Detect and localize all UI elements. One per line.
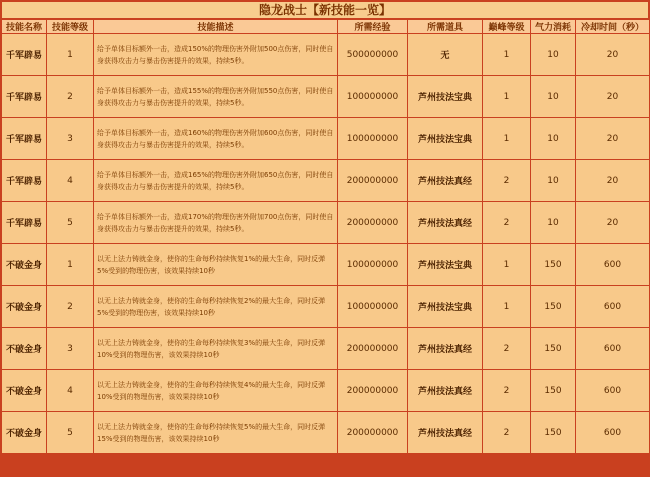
cd-cell: 600 <box>576 412 650 454</box>
skill-desc-cell: 给予单体目标额外一击，造成165%的物理伤害外附加650点伤害，同时使自身获得攻击力与暴击伤害提升的效果，持续5秒。 <box>94 160 338 202</box>
skill-name-cell: 不破金身 <box>2 286 47 328</box>
skill-level-cell: 5 <box>47 202 94 244</box>
item-cell: 芦州技法真经 <box>408 370 483 412</box>
cd-cell: 600 <box>576 286 650 328</box>
cd-cell: 20 <box>576 34 650 76</box>
energy-cell: 10 <box>531 160 576 202</box>
skill-level-cell: 3 <box>47 328 94 370</box>
skill-name-cell: 不破金身 <box>2 244 47 286</box>
table-header-row <box>2 20 650 34</box>
table-row <box>2 370 650 412</box>
header-exp: 所需经验 <box>338 20 408 34</box>
skill-desc-cell: 给予单体目标额外一击，造成150%的物理伤害外附加500点伤害，同时使自身获得攻击力与暴击伤害提升的效果，持续5秒。 <box>94 34 338 76</box>
skill-name-cell: 千军辟易 <box>2 34 47 76</box>
page-title: 隐龙战士【新技能一览】 <box>2 2 648 19</box>
skill-name-cell: 不破金身 <box>2 328 47 370</box>
table-row <box>2 202 650 244</box>
table-row <box>2 328 650 370</box>
skill-desc-cell: 给予单体目标额外一击，造成155%的物理伤害外附加550点伤害，同时使自身获得攻击力与暴击伤害提升的效果，持续5秒。 <box>94 76 338 118</box>
peak-cell: 1 <box>483 76 531 118</box>
skill-name-cell: 千军辟易 <box>2 202 47 244</box>
cd-cell: 20 <box>576 76 650 118</box>
peak-cell: 1 <box>483 244 531 286</box>
table-body <box>2 34 650 454</box>
skill-name-cell: 千军辟易 <box>2 160 47 202</box>
energy-cell: 10 <box>531 202 576 244</box>
peak-cell: 1 <box>483 118 531 160</box>
cd-cell: 600 <box>576 370 650 412</box>
item-cell: 芦州技法真经 <box>408 202 483 244</box>
energy-cell: 150 <box>531 286 576 328</box>
table-row <box>2 286 650 328</box>
skill-desc-cell: 以无上法力铸就金身，使你的生命每秒持续恢复4%的最大生命，同时反弹10%受到的物理伤害，该效果持续10秒 <box>94 370 338 412</box>
energy-cell: 150 <box>531 412 576 454</box>
header-skill-level: 技能等级 <box>47 20 94 34</box>
skill-name-cell: 千军辟易 <box>2 118 47 160</box>
skill-level-cell: 2 <box>47 76 94 118</box>
skill-desc-cell: 给予单体目标额外一击，造成160%的物理伤害外附加600点伤害，同时使自身获得攻击力与暴击伤害提升的效果，持续5秒。 <box>94 118 338 160</box>
cd-cell: 20 <box>576 160 650 202</box>
energy-cell: 10 <box>531 118 576 160</box>
skill-level-cell: 4 <box>47 160 94 202</box>
skill-name-cell: 不破金身 <box>2 370 47 412</box>
skill-desc-cell: 以无上法力铸就金身，使你的生命每秒持续恢复2%的最大生命，同时反弹5%受到的物理伤害，该效果持续10秒 <box>94 286 338 328</box>
table-row <box>2 76 650 118</box>
peak-cell: 1 <box>483 34 531 76</box>
exp-cell: 200000000 <box>338 412 408 454</box>
item-cell: 芦州技法真经 <box>408 412 483 454</box>
table-row <box>2 34 650 76</box>
exp-cell: 500000000 <box>338 34 408 76</box>
skill-level-cell: 4 <box>47 370 94 412</box>
peak-cell: 2 <box>483 370 531 412</box>
item-cell: 芦州技法宝典 <box>408 76 483 118</box>
item-cell: 无 <box>408 34 483 76</box>
skill-name-cell: 千军辟易 <box>2 76 47 118</box>
item-cell: 芦州技法宝典 <box>408 118 483 160</box>
energy-cell: 150 <box>531 370 576 412</box>
cd-cell: 20 <box>576 202 650 244</box>
peak-cell: 2 <box>483 160 531 202</box>
peak-cell: 1 <box>483 286 531 328</box>
header-energy: 气力消耗 <box>531 20 576 34</box>
table-row <box>2 160 650 202</box>
cd-cell: 600 <box>576 244 650 286</box>
peak-cell: 2 <box>483 412 531 454</box>
header-skill-name: 技能名称 <box>2 20 47 34</box>
exp-cell: 100000000 <box>338 244 408 286</box>
peak-cell: 2 <box>483 202 531 244</box>
cd-cell: 20 <box>576 118 650 160</box>
skill-name-cell: 不破金身 <box>2 412 47 454</box>
item-cell: 芦州技法真经 <box>408 160 483 202</box>
exp-cell: 200000000 <box>338 202 408 244</box>
item-cell: 芦州技法宝典 <box>408 286 483 328</box>
exp-cell: 200000000 <box>338 328 408 370</box>
cd-cell: 600 <box>576 328 650 370</box>
skill-level-cell: 3 <box>47 118 94 160</box>
skill-desc-cell: 以无上法力铸就金身，使你的生命每秒持续恢复3%的最大生命，同时反弹10%受到的物理伤害，该效果持续10秒 <box>94 328 338 370</box>
exp-cell: 200000000 <box>338 370 408 412</box>
header-item: 所需道具 <box>408 20 483 34</box>
exp-cell: 200000000 <box>338 160 408 202</box>
skill-table <box>1 19 650 454</box>
exp-cell: 100000000 <box>338 76 408 118</box>
skill-level-cell: 1 <box>47 244 94 286</box>
table-row <box>2 244 650 286</box>
energy-cell: 150 <box>531 244 576 286</box>
skill-level-cell: 5 <box>47 412 94 454</box>
energy-cell: 10 <box>531 76 576 118</box>
header-peak: 巅峰等级 <box>483 20 531 34</box>
energy-cell: 150 <box>531 328 576 370</box>
skill-level-cell: 1 <box>47 34 94 76</box>
header-cd: 冷却时间（秒） <box>576 20 650 34</box>
skill-desc-cell: 给予单体目标额外一击，造成170%的物理伤害外附加700点伤害，同时使自身获得攻击力与暴击伤害提升的效果，持续5秒。 <box>94 202 338 244</box>
skill-desc-cell: 以无上法力铸就金身，使你的生命每秒持续恢复1%的最大生命，同时反弹5%受到的物理伤害，该效果持续10秒 <box>94 244 338 286</box>
item-cell: 芦州技法真经 <box>408 328 483 370</box>
skill-level-cell: 2 <box>47 286 94 328</box>
skill-desc-cell: 以无上法力铸就金身，使你的生命每秒持续恢复5%的最大生命，同时反弹15%受到的物理伤害，该效果持续10秒 <box>94 412 338 454</box>
item-cell: 芦州技法宝典 <box>408 244 483 286</box>
header-skill-desc: 技能描述 <box>94 20 338 34</box>
table-row <box>2 412 650 454</box>
table-row <box>2 118 650 160</box>
energy-cell: 10 <box>531 34 576 76</box>
exp-cell: 100000000 <box>338 118 408 160</box>
peak-cell: 2 <box>483 328 531 370</box>
exp-cell: 100000000 <box>338 286 408 328</box>
